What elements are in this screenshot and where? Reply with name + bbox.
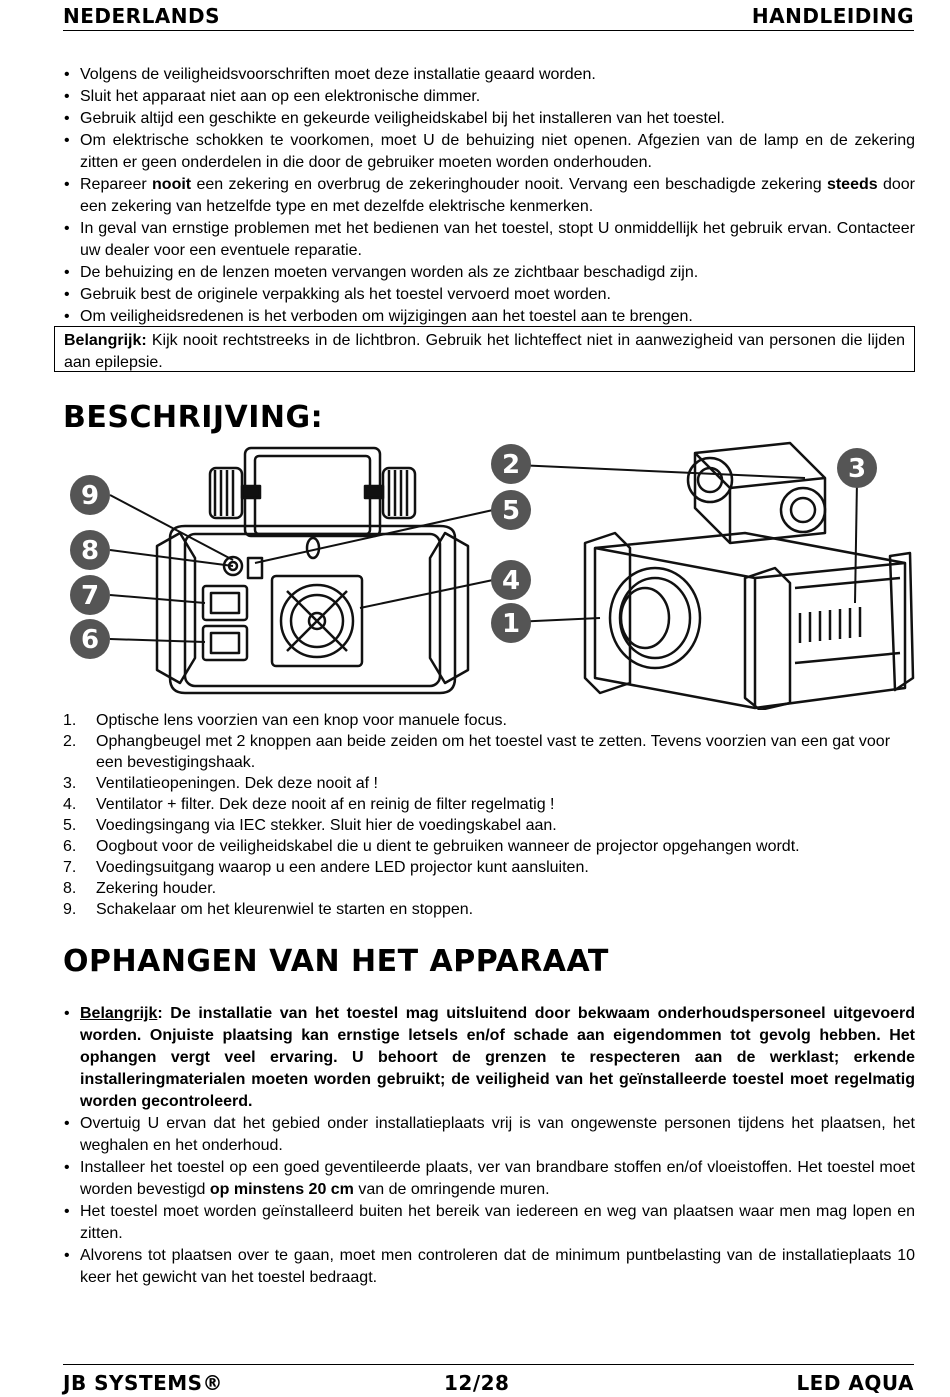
list-item: • Om veiligheidsredenen is het verboden om wijzigingen aan het toestel aan te brengen. — [63, 306, 915, 328]
section-title-mounting: OPHANGEN VAN HET APPARAAT — [63, 944, 609, 979]
footer-product: LED AQUA — [796, 1371, 914, 1395]
list-item: 3. Ventilatieopeningen. Dek deze nooit af ! — [63, 775, 378, 792]
list-item: 2. Ophangbeugel met 2 knoppen aan beide zeiden om het toestel vast te zetten. Tevens voorzien van een gat voor een bevestigingshaak. — [63, 733, 891, 771]
header-language: NEDERLANDS — [63, 4, 221, 28]
list-item: 7. Voedingsuitgang waarop u een andere LED projector kunt aansluiten. — [63, 859, 589, 876]
list-item: 6. Oogbout voor de veiligheidskabel die u dient te gebruiken wanneer de projector opgehangen wordt. — [63, 838, 800, 855]
list-item-fuse: • Repareer nooit een zekering en overbrug de zekeringhouder nooit. Vervang een beschadigde zekering steeds door een zekering van hetzelfde type en met dezelfde elektrische kenmerken. — [63, 174, 915, 218]
callout-5: 5 — [501, 496, 521, 526]
list-item: 9. Schakelaar om het kleurenwiel te starten en stoppen. — [63, 901, 474, 918]
section-title-description: BESCHRIJVING: — [63, 400, 324, 435]
parts-list — [63, 710, 915, 920]
callout-2: 2 — [501, 450, 521, 480]
mounting-list — [63, 1003, 915, 1289]
list-item: • Sluit het apparaat niet aan op een elektronische dimmer. — [63, 86, 915, 108]
list-item: • In geval van ernstige problemen met het bedienen van het toestel, stopt U onmiddellijk het gebruik ervan. Contacteer uw dealer voor een eventuele reparatie. — [63, 218, 915, 262]
callout-1: 1 — [501, 609, 521, 639]
list-item: • Gebruik best de originele verpakking als het toestel vervoerd moet worden. — [63, 284, 915, 306]
safety-list — [63, 64, 915, 328]
callout-8: 8 — [80, 536, 100, 566]
list-item: • Alvorens tot plaatsen over te gaan, moet men controleren dat de minimum puntbelasting van de installatieplaats 10 keer het gewicht van het toestel bedraagt. — [63, 1245, 915, 1289]
callout-9: 9 — [80, 481, 100, 511]
callout-4: 4 — [501, 566, 521, 596]
list-item: 5. Voedingsingang via IEC stekker. Sluit hier de voedingskabel aan. — [63, 817, 557, 834]
list-item: • Gebruik altijd een geschikte en gekeurde veiligheidskabel bij het installeren van het toestel. — [63, 108, 915, 130]
important-note-box — [54, 326, 915, 372]
callout-6: 6 — [80, 625, 100, 655]
list-item-important: • Belangrijk: De installatie van het toestel mag uitsluitend door bekwaam onderhoudspersoneel uitgevoerd worden. Onjuiste plaatsing kan ernstige letsels en/of schade aan eigendommen tot gevolg hebben. Het ophangen vergt veel ervaring. U behoort de grenzen te respecteren aan de werklast; erkende installeringmaterialen moeten worden gebruikt; de veiligheid van het geïnstalleerde toestel moet regelmatig worden gecontroleerd. — [63, 1003, 915, 1113]
list-item: • Volgens de veiligheidsvoorschriften moet deze installatie geaard worden. — [63, 64, 915, 86]
list-item: 1. Optische lens voorzien van een knop voor manuele focus. — [63, 712, 507, 729]
list-item-distance: • Installeer het toestel op een goed geventileerde plaats, ver van brandbare stoffen en/of vloeistoffen. Het toestel moet worden bevestigd op minstens 20 cm van de omringende muren. — [63, 1157, 915, 1201]
header-doc-type: HANDLEIDING — [751, 4, 914, 28]
callout-7: 7 — [80, 581, 100, 611]
page-header — [63, 2, 914, 31]
list-item: • Om elektrische schokken te voorkomen, moet U de behuizing niet openen. Afgezien van de lamp en de zekering zitten er geen onderdelen in die door de gebruiker moeten worden onderhouden. — [63, 130, 915, 174]
device-figure — [55, 438, 915, 710]
page-footer — [63, 1364, 914, 1395]
list-item: 4. Ventilator + filter. Dek deze nooit af en reinig de filter regelmatig ! — [63, 796, 555, 813]
list-item: • De behuizing en de lenzen moeten vervangen worden als ze zichtbaar beschadigd zijn. — [63, 262, 915, 284]
page-number: 12/28 — [444, 1371, 510, 1395]
list-item: • Overtuig U ervan dat het gebied onder installatieplaats vrij is van ongewenste personen tijdens het plaatsen, het weghalen en het onderhoud. — [63, 1113, 915, 1157]
important-label: Belangrijk: — [64, 332, 147, 349]
list-item: • Het toestel moet worden geïnstalleerd buiten het bereik van iedereen en weg van plaatsen waar men mag lopen en zitten. — [63, 1201, 915, 1245]
important-text: Kijk nooit rechtstreeks in de lichtbron. Gebruik het lichteffect niet in aanwezigheid van personen die lijden aan epilepsie. — [64, 332, 905, 371]
callout-3: 3 — [847, 454, 867, 484]
list-item: 8. Zekering houder. — [63, 880, 217, 897]
footer-brand: JB SYSTEMS® — [63, 1371, 224, 1395]
